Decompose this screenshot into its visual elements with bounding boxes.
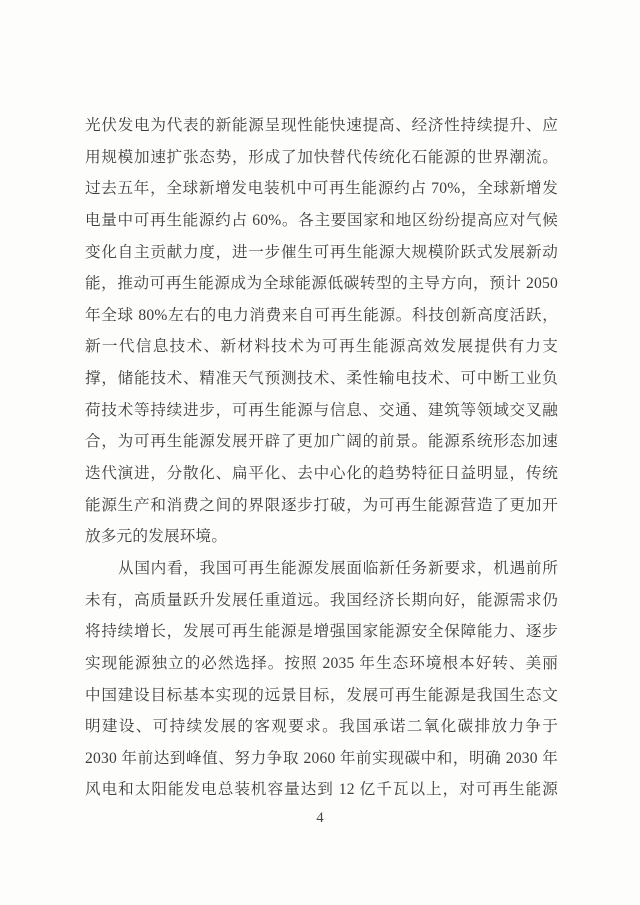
text-line: 电量中可再生能源约占 60%。各主要国家和地区纷纷提高应对气候 <box>85 211 558 229</box>
text-line: 迭代演进，分散化、扁平化、去中心化的趋势特征日益明显，传统 <box>85 465 558 483</box>
text-line: 合，为可再生能源发展开辟了更加广阔的前景。能源系统形态加速 <box>85 433 558 451</box>
text-line: 风电和太阳能发电总装机容量达到 12 亿千瓦以上，对可再生能源 <box>85 781 558 799</box>
text-line: 将持续增长，发展可再生能源是增强国家能源安全保障能力、逐步 <box>85 623 558 641</box>
text-line: 用规模加速扩张态势，形成了加快替代传统化石能源的世界潮流。 <box>85 148 558 166</box>
text-line: 过去五年，全球新增发电装机中可再生能源约占 70%，全球新增发 <box>85 180 558 198</box>
page-number: 4 <box>316 810 324 826</box>
text-line: 从国内看，我国可再生能源发展面临新任务新要求，机遇前所 <box>118 559 558 577</box>
paragraph-domestic-outlook <box>85 553 558 806</box>
text-line: 年全球 80%左右的电力消费来自可再生能源。科技创新高度活跃， <box>85 306 558 324</box>
text-line: 未有，高质量跃升发展任重道远。我国经济长期向好，能源需求仍 <box>85 591 558 609</box>
text-line: 明建设、可持续发展的客观要求。我国承诺二氧化碳排放力争于 <box>85 718 558 736</box>
text-line: 放多元的发展环境。 <box>85 528 228 546</box>
text-line: 光伏发电为代表的新能源呈现性能快速提高、经济性持续提升、应 <box>85 117 558 134</box>
text-line: 能源生产和消费之间的界限逐步打破，为可再生能源营造了更加开 <box>85 496 558 514</box>
text-line: 能，推动可再生能源成为全球能源低碳转型的主导方向，预计 2050 <box>85 275 558 293</box>
text-line: 2030 年前达到峰值、努力争取 2060 年前实现碳中和，明确 2030 年 <box>85 749 558 767</box>
text-line: 撑，储能技术、精准天气预测技术、柔性输电技术、可中断工业负 <box>85 370 558 388</box>
text-line: 新一代信息技术、新材料技术为可再生能源高效发展提供有力支 <box>85 338 558 356</box>
page-text-block <box>85 110 558 806</box>
text-line: 荷技术等持续进步，可再生能源与信息、交通、建筑等领域交叉融 <box>85 401 558 419</box>
paragraph-continued <box>85 110 558 553</box>
text-line: 变化自主贡献力度，进一步催生可再生能源大规模阶跃式发展新动 <box>85 243 558 261</box>
text-line: 中国建设目标基本实现的远景目标，发展可再生能源是我国生态文 <box>85 686 558 704</box>
text-line: 实现能源独立的必然选择。按照 2035 年生态环境根本好转、美丽 <box>85 654 558 672</box>
